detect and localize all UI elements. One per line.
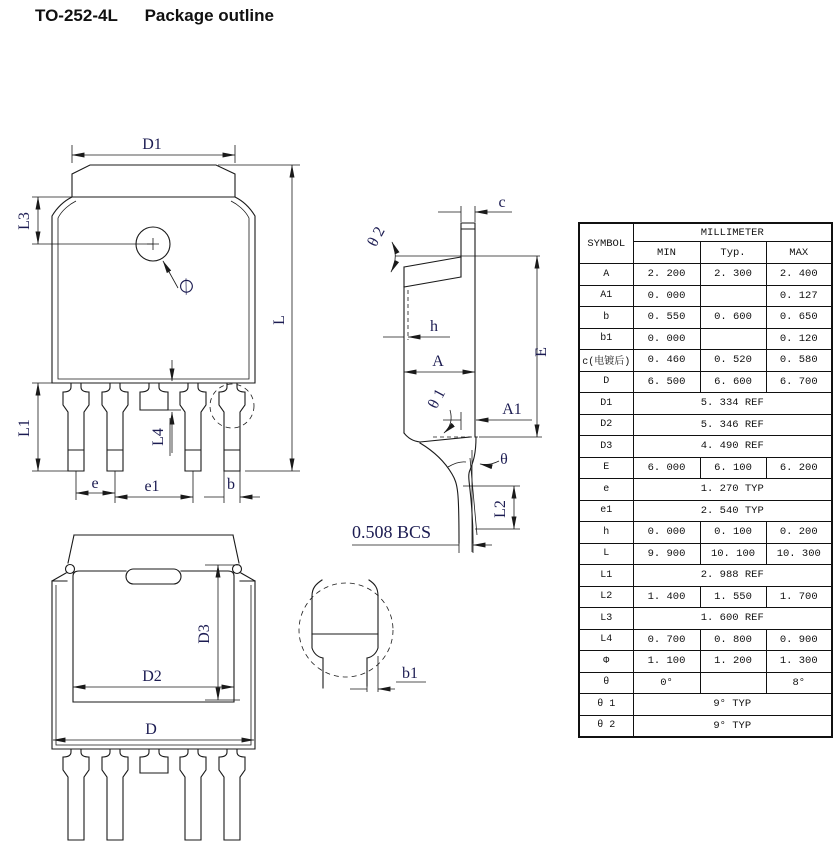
min-cell: 1. 100 bbox=[633, 651, 700, 673]
value-span-cell: 4. 490 REF bbox=[633, 436, 832, 458]
table-row bbox=[579, 715, 832, 737]
table-row bbox=[579, 414, 832, 436]
min-cell: 0. 000 bbox=[633, 522, 700, 544]
table-row bbox=[579, 522, 832, 544]
dim-label-theta2: θ 2 bbox=[364, 224, 389, 250]
min-cell: 0. 000 bbox=[633, 285, 700, 307]
table-row bbox=[579, 586, 832, 608]
max-cell: 0. 120 bbox=[766, 328, 832, 350]
typ-cell bbox=[700, 285, 766, 307]
dim-label-b1: b1 bbox=[402, 665, 418, 682]
symbol-cell: L3 bbox=[579, 608, 633, 630]
min-cell: 0. 000 bbox=[633, 328, 700, 350]
dim-label-a1: A1 bbox=[502, 401, 522, 418]
dim-label-e1: e1 bbox=[144, 478, 160, 495]
symbol-cell: L2 bbox=[579, 586, 633, 608]
dim-label-d: D bbox=[145, 721, 157, 738]
dim-label-l: L bbox=[271, 315, 288, 325]
value-span-cell: 2. 540 TYP bbox=[633, 500, 832, 522]
value-span-cell: 9° TYP bbox=[633, 715, 832, 737]
page-title-text: Package outline bbox=[144, 6, 274, 25]
max-cell: 0. 127 bbox=[766, 285, 832, 307]
min-cell: 0. 550 bbox=[633, 307, 700, 329]
dim-label-theta: θ bbox=[500, 451, 508, 468]
value-span-cell: 5. 346 REF bbox=[633, 414, 832, 436]
symbol-cell: E bbox=[579, 457, 633, 479]
table-row bbox=[579, 500, 832, 522]
max-cell: 6. 700 bbox=[766, 371, 832, 393]
table-row bbox=[579, 328, 832, 350]
dimension-table-body bbox=[579, 264, 832, 738]
max-cell: 0. 900 bbox=[766, 629, 832, 651]
dim-label-d1: D1 bbox=[142, 136, 162, 153]
max-cell: 1. 700 bbox=[766, 586, 832, 608]
symbol-cell: θ 1 bbox=[579, 694, 633, 716]
typ-cell bbox=[700, 328, 766, 350]
max-cell: 6. 200 bbox=[766, 457, 832, 479]
dim-label-d3: D3 bbox=[196, 624, 213, 644]
table-row bbox=[579, 629, 832, 651]
detail-callout-circle bbox=[210, 384, 254, 428]
max-cell: 8° bbox=[766, 672, 832, 694]
typ-cell: 0. 100 bbox=[700, 522, 766, 544]
unit-header: MILLIMETER bbox=[633, 223, 832, 242]
table-row bbox=[579, 651, 832, 673]
dim-label-bcs: 0.508 BCS bbox=[352, 522, 432, 542]
dim-label-l1: L1 bbox=[16, 419, 33, 437]
symbol-cell: θ 2 bbox=[579, 715, 633, 737]
symbol-cell: A1 bbox=[579, 285, 633, 307]
symbol-cell: c(电镀后) bbox=[579, 350, 633, 372]
min-cell: 9. 900 bbox=[633, 543, 700, 565]
dim-label-l4: L4 bbox=[150, 428, 167, 446]
max-cell: 2. 400 bbox=[766, 264, 832, 286]
value-span-cell: 5. 334 REF bbox=[633, 393, 832, 415]
symbol-cell: h bbox=[579, 522, 633, 544]
symbol-cell: D3 bbox=[579, 436, 633, 458]
symbol-cell: D bbox=[579, 371, 633, 393]
symbol-cell: b bbox=[579, 307, 633, 329]
min-cell: 0. 700 bbox=[633, 629, 700, 651]
table-row bbox=[579, 285, 832, 307]
max-cell: 1. 300 bbox=[766, 651, 832, 673]
table-row bbox=[579, 371, 832, 393]
table-row bbox=[579, 457, 832, 479]
typ-cell: 1. 200 bbox=[700, 651, 766, 673]
symbol-cell: A bbox=[579, 264, 633, 286]
dim-label-e: e bbox=[91, 475, 99, 492]
table-row bbox=[579, 436, 832, 458]
value-span-cell: 2. 988 REF bbox=[633, 565, 832, 587]
min-cell: 6. 500 bbox=[633, 371, 700, 393]
min-cell: 6. 000 bbox=[633, 457, 700, 479]
symbol-cell: Φ bbox=[579, 651, 633, 673]
dim-label-b: b bbox=[227, 476, 235, 493]
package-code: TO-252-4L bbox=[35, 6, 118, 25]
dim-label-h: h bbox=[430, 318, 438, 335]
table-row bbox=[579, 565, 832, 587]
max-header: MAX bbox=[766, 242, 832, 264]
typ-cell: 1. 550 bbox=[700, 586, 766, 608]
dim-label-phi: ∅ bbox=[174, 273, 200, 300]
min-header: MIN bbox=[633, 242, 700, 264]
max-cell: 10. 300 bbox=[766, 543, 832, 565]
lead-detail-view bbox=[299, 580, 426, 692]
min-cell: 0. 460 bbox=[633, 350, 700, 372]
dim-label-a: A bbox=[432, 353, 444, 370]
table-row bbox=[579, 479, 832, 501]
table-row bbox=[579, 694, 832, 716]
typ-cell: 0. 600 bbox=[700, 307, 766, 329]
typ-cell: 2. 300 bbox=[700, 264, 766, 286]
symbol-cell: L4 bbox=[579, 629, 633, 651]
table-row bbox=[579, 672, 832, 694]
typ-header: Typ. bbox=[700, 242, 766, 264]
dim-label-e-height: E bbox=[533, 347, 550, 357]
max-cell: 0. 650 bbox=[766, 307, 832, 329]
value-span-cell: 9° TYP bbox=[633, 694, 832, 716]
typ-cell bbox=[700, 672, 766, 694]
symbol-cell: θ bbox=[579, 672, 633, 694]
table-row bbox=[579, 350, 832, 372]
max-cell: 0. 580 bbox=[766, 350, 832, 372]
dimension-table bbox=[578, 222, 833, 738]
table-row bbox=[579, 307, 832, 329]
dim-label-l3: L3 bbox=[16, 212, 33, 230]
symbol-cell: L1 bbox=[579, 565, 633, 587]
symbol-cell: D1 bbox=[579, 393, 633, 415]
symbol-cell: e1 bbox=[579, 500, 633, 522]
value-span-cell: 1. 270 TYP bbox=[633, 479, 832, 501]
symbol-header: SYMBOL bbox=[579, 223, 633, 264]
typ-cell: 6. 600 bbox=[700, 371, 766, 393]
value-span-cell: 1. 600 REF bbox=[633, 608, 832, 630]
table-row bbox=[579, 608, 832, 630]
typ-cell: 0. 520 bbox=[700, 350, 766, 372]
table-header-row bbox=[579, 223, 832, 242]
symbol-cell: D2 bbox=[579, 414, 633, 436]
table-row bbox=[579, 393, 832, 415]
symbol-cell: b1 bbox=[579, 328, 633, 350]
dim-label-theta1: θ 1 bbox=[424, 386, 450, 412]
symbol-cell: L bbox=[579, 543, 633, 565]
table-row bbox=[579, 264, 832, 286]
max-cell: 0. 200 bbox=[766, 522, 832, 544]
min-cell: 1. 400 bbox=[633, 586, 700, 608]
dim-label-d2: D2 bbox=[142, 668, 162, 685]
typ-cell: 0. 800 bbox=[700, 629, 766, 651]
table-row bbox=[579, 543, 832, 565]
typ-cell: 10. 100 bbox=[700, 543, 766, 565]
min-cell: 2. 200 bbox=[633, 264, 700, 286]
bottom-view bbox=[52, 535, 255, 840]
side-view bbox=[352, 194, 550, 553]
dim-label-l2: L2 bbox=[492, 500, 509, 518]
front-view bbox=[16, 136, 300, 503]
symbol-cell: e bbox=[579, 479, 633, 501]
typ-cell: 6. 100 bbox=[700, 457, 766, 479]
dim-label-c: c bbox=[498, 194, 506, 211]
min-cell: 0° bbox=[633, 672, 700, 694]
